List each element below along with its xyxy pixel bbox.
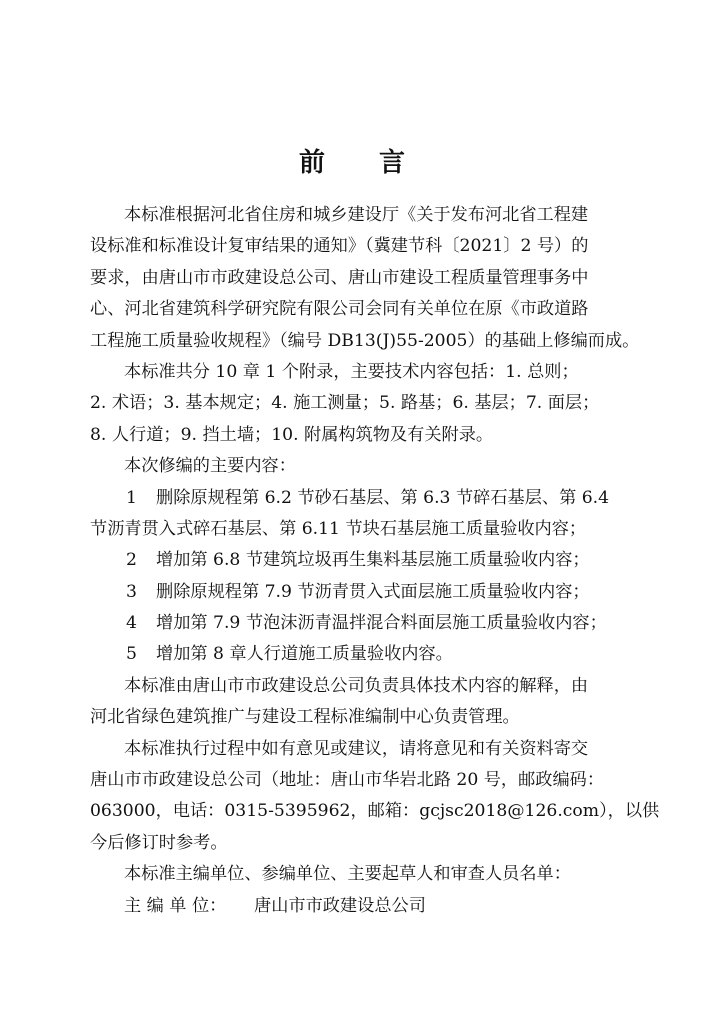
revision-item-1-continued xyxy=(90,514,618,545)
item-text: 增加第 7.9 节泡沫沥青温拌混合料面层施工质量验收内容； xyxy=(156,613,607,634)
roster-chief-editor xyxy=(90,891,618,922)
paragraph-line: 2. 术语；3. 基本规定；4. 施工测量；5. 路基；6. 基层；7. 面层； xyxy=(90,393,600,414)
revision-item-1 xyxy=(90,483,618,514)
title-char-2: 言 xyxy=(379,148,408,178)
paragraph-line: 设标准和标准设计复审结果的通知》（冀建节科〔2021〕2 号）的 xyxy=(90,236,589,257)
paragraph-line: 工程施工质量验收规程》（编号 DB13(J)55-2005）的基础上修编而成。 xyxy=(90,330,640,351)
paragraph-line: 要求，由唐山市市政建设总公司、唐山市建设工程质量管理事务中 xyxy=(90,267,589,288)
item-number: 2 xyxy=(126,550,137,571)
paragraph-line: 心、河北省建筑科学研究院有限公司会同有关单位在原《市政道路 xyxy=(90,299,589,320)
revision-item-2 xyxy=(90,545,618,576)
item-number: 3 xyxy=(126,581,137,602)
paragraph-line: 河北省绿色建筑推广与建设工程标准编制中心负责管理。 xyxy=(90,707,520,728)
item-text: 增加第 8 章人行道施工质量验收内容。 xyxy=(156,644,453,665)
title-char-1: 前 xyxy=(298,148,327,178)
paragraph-line: 今后修订时参考。 xyxy=(90,832,228,853)
paragraph-line: 本标准执行过程中如有意见或建议，请将意见和有关资料寄交 xyxy=(124,738,589,759)
item-number: 1 xyxy=(126,487,137,508)
paragraph-line: 本标准由唐山市市政建设总公司负责具体技术内容的解释，由 xyxy=(124,675,589,696)
item-text: 节沥青贯入式碎石基层、第 6.11 节块石基层施工质量验收内容； xyxy=(90,518,587,539)
revision-item-5 xyxy=(90,639,618,670)
paragraph-line: 本标准共分 10 章 1 个附录，主要技术内容包括：1. 总则； xyxy=(124,361,579,382)
preface-body xyxy=(90,200,660,922)
item-text: 删除原规程第 6.2 节砂石基层、第 6.3 节碎石基层、第 6.4 xyxy=(156,487,610,508)
paragraph-line: 本次修编的主要内容： xyxy=(124,456,296,477)
paragraph-line: 本标准根据河北省住房和城乡建设厅《关于发布河北省工程建 xyxy=(124,205,589,225)
revision-item-4 xyxy=(90,608,618,639)
paragraph-line: 8. 人行道；9. 挡土墙；10. 附属构筑物及有关附录。 xyxy=(90,424,494,445)
paragraph-line: 063000，电话：0315-5395962，邮箱：gcjsc2018@126.com），以供 xyxy=(90,801,660,822)
page-title xyxy=(0,142,706,179)
roster-label: 主 编 单 位： xyxy=(124,895,227,916)
revision-item-3 xyxy=(90,577,618,608)
item-number: 5 xyxy=(126,644,137,665)
item-text: 删除原规程第 7.9 节沥青贯入式面层施工质量验收内容； xyxy=(156,581,590,602)
item-text: 增加第 6.8 节建筑垃圾再生集料基层施工质量验收内容； xyxy=(156,550,590,571)
roster-value: 唐山市市政建设总公司 xyxy=(254,895,426,916)
paragraph-line: 唐山市市政建设总公司（地址：唐山市华岩北路 20 号，邮政编码： xyxy=(90,770,605,791)
item-number: 4 xyxy=(126,613,137,634)
paragraph-line: 本标准主编单位、参编单位、主要起草人和审查人员名单： xyxy=(124,864,571,885)
